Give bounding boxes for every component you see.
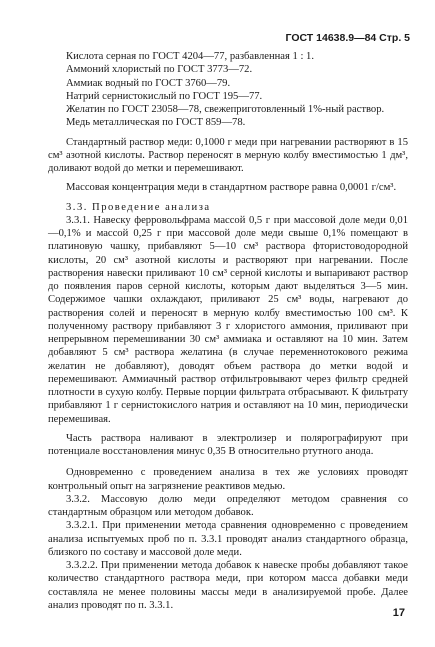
reagent-copper-metal: Медь металлическая по ГОСТ 859—78. — [66, 117, 246, 129]
mass-concentration-paragraph: Массовая концентрация меди в стандартном растворе равна 0,0001 г/см³. — [66, 182, 397, 194]
clause-3-3-2: 3.3.2. Массовую долю меди определяют методом сравнения со стандартным образцом или методом добавок. — [48, 493, 408, 518]
polarography-paragraph: Часть раствора наливают в электролизер и полярографируют при потенциале восстановления минус 0,35 В относительно ртутного анода. — [48, 432, 408, 457]
reagent-sulfuric-acid: Кислота серная по ГОСТ 4204—77, разбавленная 1 : 1. — [66, 51, 314, 62]
standard-solution-paragraph: Стандартный раствор меди: 0,1000 г меди при нагревании растворяют в 15 см³ азотной кислоты. Раствор переносят в мерную колбу вместимостью 1 дм³, доливают водой до метки и перемешивают. — [48, 136, 408, 174]
page-number: 17 — [392, 607, 405, 619]
reagent-sodium-sulfite: Натрий сернистокислый по ГОСТ 195—77. — [66, 90, 263, 102]
clause-3-3-2-2: 3.3.2.2. При применении метода добавок к навеске пробы добавляют такое количество стандартного раствора меди, при котором масса добавки меди составляла не менее половины массы меди в анализируемой пробе. Далее анализ проводят по п. 3.3.1. — [48, 560, 408, 611]
clause-3-3-2-1: 3.3.2.1. При применении метода сравнения одновременно с проведением анализа испытуемых проб по п. 3.3.1 проводят анализ стандартного образца, близкого по составу и массовой доле меди. — [48, 520, 408, 558]
document-body — [48, 50, 408, 612]
section-heading-3-3: 3.3. Проведение анализа — [66, 201, 211, 213]
page-header: ГОСТ 14638.9—84 Стр. 5 — [285, 32, 410, 44]
clause-3-3-1: 3.3.1. Навеску ферровольфрама массой 0,5 г при массовой доле меди 0,01—0,1% и массой 0,25 г при массовой доле меди свыше 0,1% помещают в платиновую чашку, прибавляют 5—10 см³ раствора фтористоводородной кислоты, 20 см³ азотной кислоты и растворяют при нагревании. После растворения навески приливают 10 см³ серной кислоты и выпаривают раствор до появления паров серной кислоты, которым дают выделяться 3—5 мин. Содержимое чашки охлаждают, приливают 25 см³ воды, нагревают до растворения солей и переносят в мерную колбу вместимостью 100 см³. К полученному раствору прибавляют 3 г хлористого аммония, приливают при непрерывном перемешивании 30 см³ аммиака и оставляют на 10 мин. Затем добавляют 5 см³ раствора желатина (в случае переменнотокового режима желатин не добавляют), доводят объем раствора до метки водой и перемешивают. Аммиачный раствор отфильтровывают через фильтр средней плотности в сухую колбу. Первые порции фильтрата отбрасывают. К фильтрату прибавляют 1 г сернистокислого натрия и оставляют на 10 мин, периодически перемешивая. — [48, 214, 408, 425]
control-experiment-paragraph: Одновременно с проведением анализа в тех же условиях проводят контрольный опыт на загрязнение реактивов медью. — [48, 467, 408, 492]
reagent-ammonium-chloride: Аммоний хлористый по ГОСТ 3773—72. — [66, 64, 253, 76]
reagent-ammonia: Аммиак водный по ГОСТ 3760—79. — [66, 77, 231, 89]
reagent-gelatin: Желатин по ГОСТ 23058—78, свежеприготовленный 1%-ный раствор. — [66, 104, 385, 115]
